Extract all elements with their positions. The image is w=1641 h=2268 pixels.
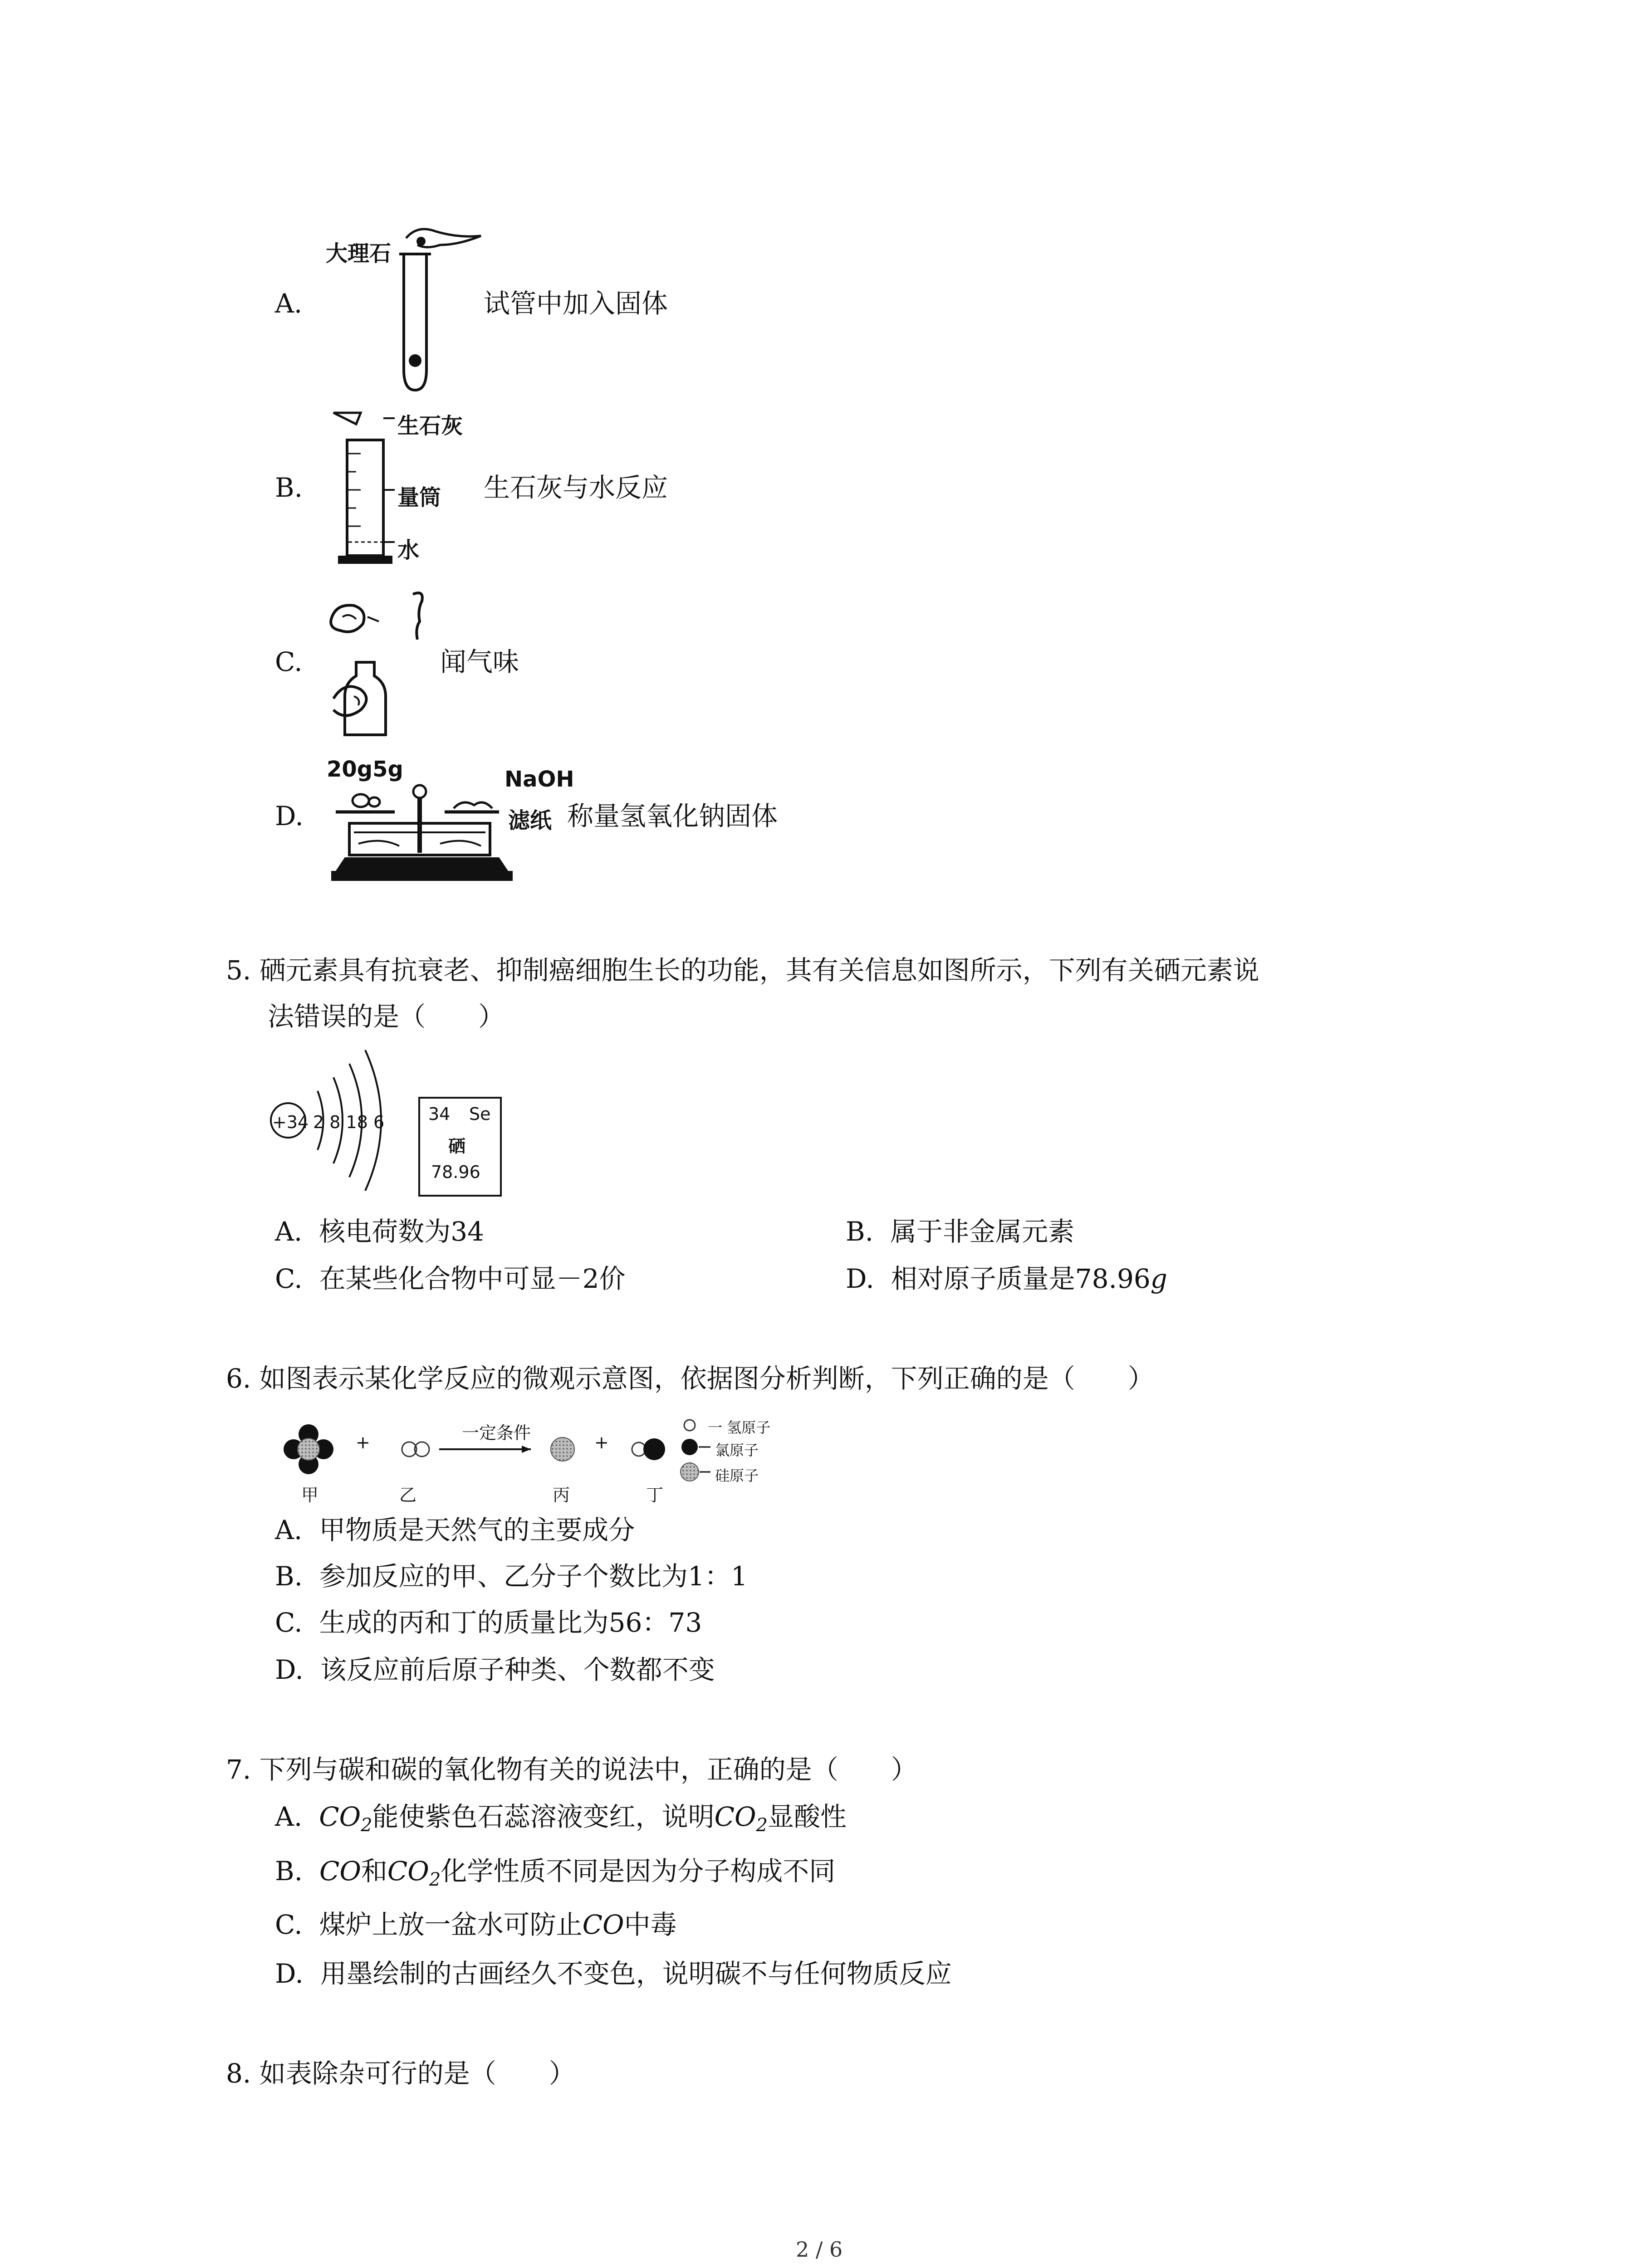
weights-label: 20g5g xyxy=(327,757,403,782)
balance-figure xyxy=(318,780,517,889)
q6-option-d: D. 该反应前后原子种类、个数都不变 xyxy=(275,1654,715,1685)
shell-electrons: 2 8 18 6 xyxy=(313,1112,385,1132)
q5-option-a: A. 核电荷数为34 xyxy=(275,1216,485,1247)
q5-stem-line1: 5. 硒元素具有抗衰老、抑制癌细胞生长的功能，其有关信息如图所示，下列有关硒元素说 xyxy=(226,955,1259,986)
q6-option-c: C. 生成的丙和丁的质量比为56：73 xyxy=(275,1607,702,1638)
legend-chlorine: 氯原子 xyxy=(715,1442,759,1459)
naoh-label: NaOH xyxy=(505,767,574,792)
q4-option-b-letter: B. xyxy=(275,472,303,503)
q7-stem: 7. 下列与碳和碳的氧化物有关的说法中，正确的是（ ） xyxy=(226,1754,917,1785)
legend-hydrogen: 一 氢原子 xyxy=(708,1419,771,1436)
nucleus-charge: +34 xyxy=(272,1112,309,1132)
q5-option-b: B. 属于非金属元素 xyxy=(846,1216,1074,1247)
quicklime-label: 生石灰 xyxy=(397,413,463,439)
element-card xyxy=(418,1097,502,1197)
q7-option-a: A. $CO_2$能使紫色石蕊溶液变红，说明$CO_2$显酸性 xyxy=(275,1801,847,1836)
q6-option-b: B. 参加反应的甲、乙分子个数比为1：1 xyxy=(275,1561,748,1592)
q6-option-a: A. 甲物质是天然气的主要成分 xyxy=(275,1515,635,1545)
label-yi: 乙 xyxy=(399,1485,417,1505)
q5-option-d: D. 相对原子质量是78.96g xyxy=(846,1263,1167,1294)
element-symbol: Se xyxy=(469,1104,491,1124)
water-label: 水 xyxy=(397,538,420,563)
q8-stem: 8. 如表除杂可行的是（ ） xyxy=(226,2058,575,2089)
q7-option-b: B. CO和$CO_2$化学性质不同是因为分子构成不同 xyxy=(275,1856,836,1890)
q4-option-b-text: 生石灰与水反应 xyxy=(484,472,668,503)
q4-option-d-letter: D. xyxy=(275,801,304,831)
plus-sign-1: + xyxy=(356,1432,370,1452)
element-name: 硒 xyxy=(448,1136,466,1156)
atomic-mass: 78.96 xyxy=(431,1162,480,1182)
filter-paper-label: 滤纸 xyxy=(508,808,552,833)
q7-option-c: C. 煤炉上放一盆水可防止CO中毒 xyxy=(275,1909,677,1940)
q7-option-d: D. 用墨绘制的古画经久不变色，说明碳不与任何物质反应 xyxy=(275,1958,952,1989)
q4-option-c-letter: C. xyxy=(275,646,303,677)
q4-option-c-text: 闻气味 xyxy=(440,646,519,677)
plus-sign-2: + xyxy=(594,1432,609,1452)
legend-silicon: 硅原子 xyxy=(715,1467,759,1484)
page-number: 2 / 6 xyxy=(796,2237,843,2262)
atomic-number: 34 xyxy=(428,1104,451,1124)
label-ding: 丁 xyxy=(646,1485,664,1505)
q5-stem-line2: 法错误的是（ ） xyxy=(268,1001,505,1032)
q4-option-a-text: 试管中加入固体 xyxy=(484,288,668,319)
label-jia: 甲 xyxy=(301,1485,319,1505)
cylinder-label: 量筒 xyxy=(397,485,441,510)
q5-option-c: C. 在某些化合物中可显－2价 xyxy=(275,1263,626,1294)
q6-stem: 6. 如图表示某化学反应的微观示意图，依据图分析判断，下列正确的是（ ） xyxy=(226,1363,1154,1394)
q4-a-figure-label: 大理石 xyxy=(326,241,392,266)
q4-option-a-letter: A. xyxy=(275,288,303,319)
smelling-gas-figure xyxy=(318,585,445,748)
test-tube-figure xyxy=(390,218,499,399)
reaction-condition: 一定条件 xyxy=(462,1423,531,1443)
label-bing: 丙 xyxy=(553,1485,570,1505)
q4-option-d-text: 称量氢氧化钠固体 xyxy=(567,801,778,831)
